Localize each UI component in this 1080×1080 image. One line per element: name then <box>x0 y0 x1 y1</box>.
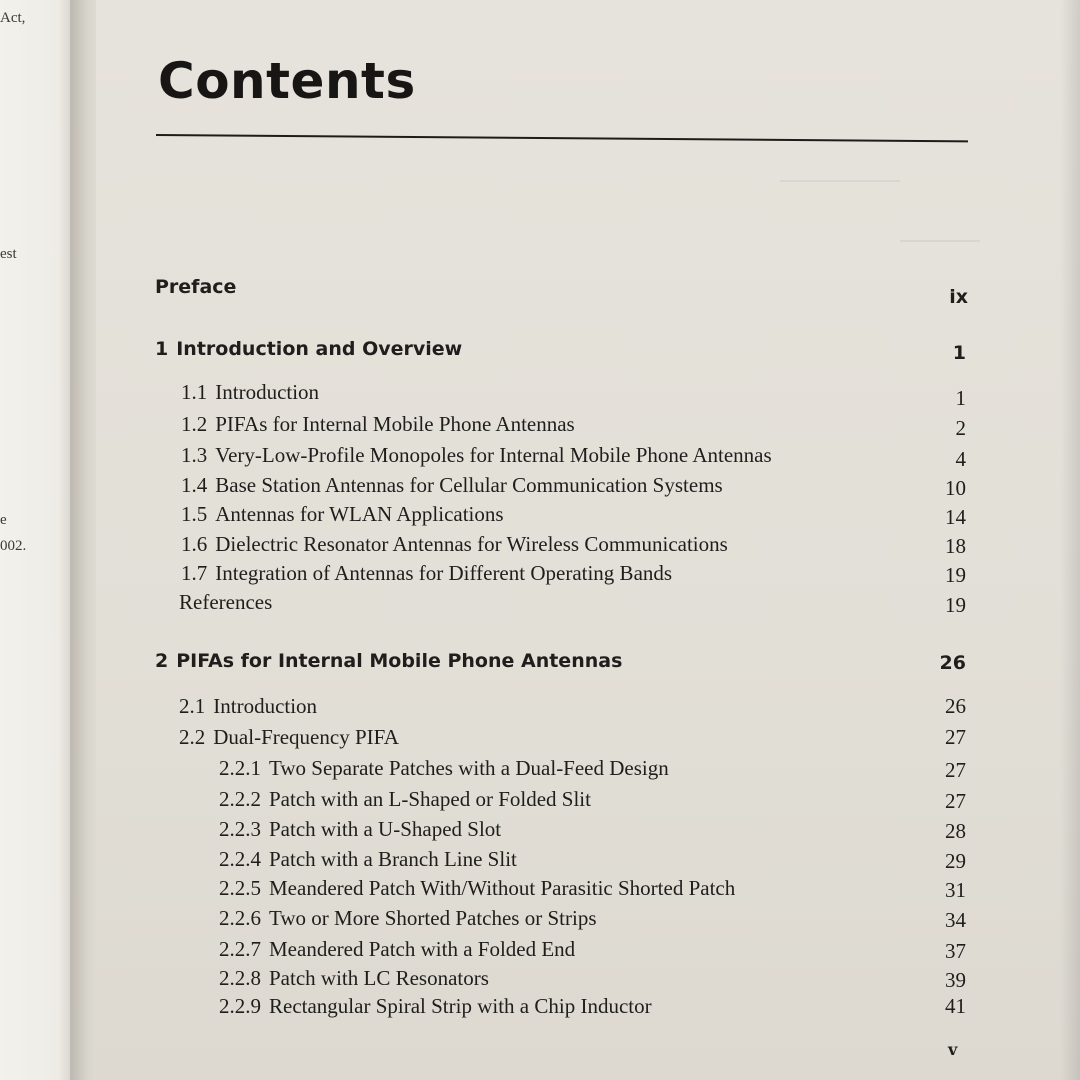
toc-number: 2.2 <box>179 725 206 749</box>
toc-page: 19 <box>945 563 966 587</box>
toc-title <box>179 725 399 750</box>
toc-entry[interactable] <box>0 502 1080 532</box>
toc-title <box>179 694 317 719</box>
toc-title <box>219 787 591 812</box>
toc-page: 28 <box>945 819 966 843</box>
toc-label: Patch with a Branch Line Slit <box>269 847 517 871</box>
toc-label: Patch with LC Resonators <box>269 966 489 990</box>
toc-number: 2.2.3 <box>219 817 261 841</box>
toc-page: 19 <box>945 593 966 617</box>
toc-title <box>181 561 672 586</box>
toc-number: 1.4 <box>181 473 208 497</box>
toc-entry[interactable] <box>0 694 1080 724</box>
toc-title <box>181 380 319 405</box>
toc-subentry[interactable] <box>0 847 1080 877</box>
toc-page: 26 <box>945 694 966 718</box>
toc-page: 10 <box>945 476 966 500</box>
toc-page: 31 <box>945 878 966 902</box>
toc-page: 34 <box>945 908 966 932</box>
toc-page: 37 <box>945 939 966 963</box>
toc-subentry[interactable] <box>0 876 1080 906</box>
toc-page: 18 <box>945 534 966 558</box>
toc-title <box>219 756 669 781</box>
toc-title <box>219 937 575 962</box>
toc-page: 39 <box>945 968 966 992</box>
toc-page: 27 <box>945 789 966 813</box>
toc-page: 41 <box>945 994 966 1018</box>
toc-title <box>181 443 772 468</box>
toc-subentry[interactable] <box>0 994 1080 1024</box>
toc-number: 2.2.4 <box>219 847 261 871</box>
toc-number: 2.2.5 <box>219 876 261 900</box>
toc-label: Introduction <box>215 380 320 404</box>
toc-page: 29 <box>945 849 966 873</box>
toc-title <box>219 847 517 872</box>
toc-entry[interactable] <box>0 380 1080 410</box>
toc-title <box>181 532 728 557</box>
toc-number: 1.2 <box>181 412 208 436</box>
toc-references[interactable] <box>0 590 1080 620</box>
toc-title <box>181 502 504 527</box>
toc-label: Integration of Antennas for Different Operating Bands <box>215 561 673 585</box>
toc-title <box>219 966 489 991</box>
toc-label: Introduction <box>213 694 318 718</box>
toc-title <box>155 650 622 672</box>
toc-number: 2.1 <box>179 694 206 718</box>
toc-label: Rectangular Spiral Strip with a Chip Inductor <box>269 994 652 1018</box>
toc-label: Dielectric Resonator Antennas for Wireless Communications <box>215 532 728 556</box>
toc-page: 14 <box>945 505 966 529</box>
toc-label: Patch with an L-Shaped or Folded Slit <box>269 787 591 811</box>
toc-title <box>181 473 723 498</box>
toc-label: Meandered Patch with a Folded End <box>269 937 576 961</box>
toc-label: Dual-Frequency PIFA <box>213 725 399 749</box>
toc-number: 1.1 <box>181 380 208 404</box>
toc-number: 2.2.7 <box>219 937 261 961</box>
prev-page-fragment: est <box>0 246 17 262</box>
prev-page-fragment: 002. <box>0 538 27 554</box>
toc-title <box>219 876 735 901</box>
toc-entry[interactable] <box>0 443 1080 473</box>
toc-number: 1.3 <box>181 443 208 467</box>
toc-entry[interactable] <box>0 473 1080 503</box>
toc-number: 2.2.2 <box>219 787 261 811</box>
toc-label: Patch with a U-Shaped Slot <box>269 817 502 841</box>
toc-label: PIFAs for Internal Mobile Phone Antennas <box>215 412 575 436</box>
prev-page-fragment: e <box>0 512 7 528</box>
toc-label: PIFAs for Internal Mobile Phone Antennas <box>176 650 623 672</box>
toc-title <box>219 994 652 1019</box>
toc-number: 2.2.6 <box>219 906 261 930</box>
toc-label: Base Station Antennas for Cellular Communication Systems <box>215 473 723 497</box>
toc-title <box>155 338 462 360</box>
prev-page-fragment: Act, <box>0 10 26 26</box>
toc-title <box>219 906 597 931</box>
toc-subentry[interactable] <box>0 937 1080 967</box>
toc-number: 2.2.8 <box>219 966 261 990</box>
toc-page: 26 <box>939 652 966 674</box>
toc-title <box>219 817 501 842</box>
toc-chapter[interactable] <box>0 650 1080 680</box>
page-title: Contents <box>158 52 416 110</box>
toc-label: Very-Low-Profile Monopoles for Internal Mobile Phone Antennas <box>215 443 772 467</box>
toc-subentry[interactable] <box>0 756 1080 786</box>
toc-preface[interactable] <box>0 276 1080 306</box>
toc-label: Antennas for WLAN Applications <box>215 502 504 526</box>
toc-page: 2 <box>955 416 966 440</box>
toc-entry[interactable] <box>0 412 1080 442</box>
toc-title: References <box>179 590 273 614</box>
toc-title <box>181 412 575 437</box>
toc-number: 1 <box>155 338 169 360</box>
toc-entry[interactable] <box>0 561 1080 591</box>
toc-page: 27 <box>945 725 966 749</box>
toc-title: Preface <box>155 276 237 298</box>
toc-page: 1 <box>952 342 966 364</box>
toc-chapter[interactable] <box>0 338 1080 368</box>
toc-subentry[interactable] <box>0 966 1080 996</box>
toc-label: Two Separate Patches with a Dual-Feed Design <box>269 756 669 780</box>
toc-page: ix <box>949 286 968 308</box>
toc-label: Two or More Shorted Patches or Strips <box>269 906 597 930</box>
toc-page: 27 <box>945 758 966 782</box>
page-number: v <box>948 1040 958 1059</box>
toc-page: 1 <box>955 386 966 410</box>
toc-number: 1.7 <box>181 561 208 585</box>
toc-label: Introduction and Overview <box>176 338 463 360</box>
toc-page: 4 <box>955 447 966 471</box>
toc-number: 1.6 <box>181 532 208 556</box>
toc-number: 2.2.1 <box>219 756 261 780</box>
toc-entry[interactable] <box>0 725 1080 755</box>
toc-subentry[interactable] <box>0 787 1080 817</box>
toc-subentry[interactable] <box>0 817 1080 847</box>
toc-number: 2.2.9 <box>219 994 261 1018</box>
toc-entry[interactable] <box>0 532 1080 562</box>
toc-number: 2 <box>155 650 169 672</box>
toc-number: 1.5 <box>181 502 208 526</box>
toc-label: Meandered Patch With/Without Parasitic Shorted Patch <box>269 876 736 900</box>
toc-subentry[interactable] <box>0 906 1080 936</box>
